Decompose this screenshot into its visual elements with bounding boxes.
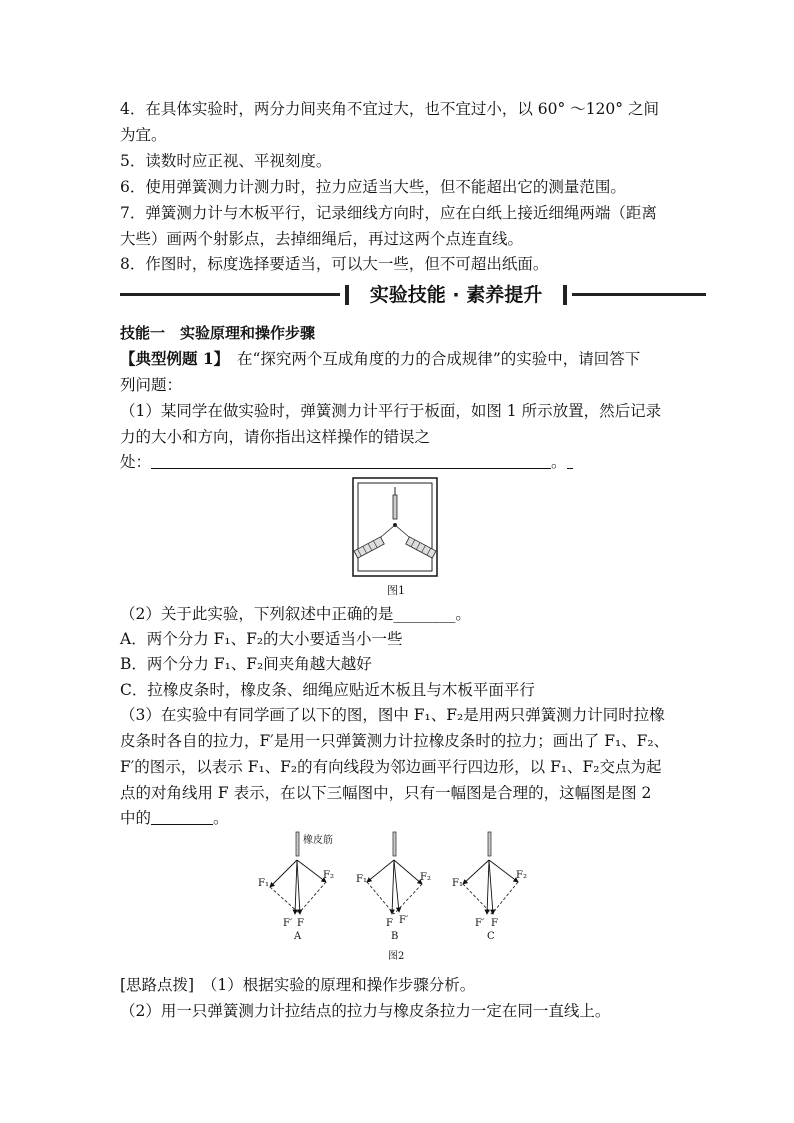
rubber-band-a bbox=[296, 832, 299, 856]
rubber-band-c bbox=[488, 832, 491, 856]
q1-line3-label: 处： bbox=[120, 453, 152, 471]
b-fprime-vector bbox=[394, 860, 399, 912]
a-f-label: F bbox=[297, 918, 304, 929]
q3-line4: 点的对角线用 F 表示，在以下三幅图中，只有一幅图是合理的，这幅图是图 2 bbox=[120, 784, 652, 802]
rubber-band bbox=[393, 495, 397, 519]
figure-1-caption: 图1 bbox=[387, 584, 405, 597]
c-letter: C bbox=[487, 931, 495, 942]
banner-bar-left bbox=[345, 285, 349, 305]
item-5: 5．读数时应正视、平视刻度。 bbox=[120, 152, 332, 170]
banner-rule-right bbox=[572, 293, 706, 296]
item-8: 8．作图时，标度选择要适当，可以大一些，但不可超出纸面。 bbox=[120, 255, 549, 273]
example-intro-line1 bbox=[120, 349, 640, 369]
q3-line5-end: 。 bbox=[213, 809, 229, 827]
hint-line1: [思路点拨] （1）根据实验的原理和操作步骤分析。 bbox=[120, 976, 476, 994]
figure-2-panel-c bbox=[452, 832, 527, 942]
section-banner-title: 实验技能 · 素养提升 bbox=[369, 284, 543, 306]
example-intro-text: 在“探究两个互成角度的力的合成规律”的实验中，请回答下 bbox=[221, 350, 641, 368]
figure-2 bbox=[250, 826, 540, 966]
figure-2-panel-b bbox=[356, 832, 431, 942]
example-intro-line2: 列问题： bbox=[120, 376, 183, 394]
banner-bar-right bbox=[563, 285, 567, 305]
b-dash-1 bbox=[367, 882, 394, 914]
q1-line3-end: 。 bbox=[551, 453, 567, 471]
b-f2-vector bbox=[394, 860, 422, 884]
c-f-vector bbox=[489, 860, 493, 914]
q2: （2）关于此实验，下列叙述中正确的是________。 bbox=[120, 605, 471, 623]
option-b: B．两个分力 F₁、F₂间夹角越大越好 bbox=[120, 655, 372, 673]
q3-line5 bbox=[120, 808, 229, 828]
b-f-label: F bbox=[386, 918, 393, 929]
c-dash-2 bbox=[492, 882, 518, 914]
banner-rule-left bbox=[120, 293, 340, 296]
c-f2-label: F₂ bbox=[516, 870, 527, 881]
q3-line5-label: 中的 bbox=[120, 809, 152, 827]
a-f1-vector bbox=[270, 860, 297, 887]
c-fprime-label: F′ bbox=[475, 918, 485, 929]
skill-title: 技能一 实验原理和操作步骤 bbox=[120, 324, 316, 342]
c-f1-vector bbox=[463, 860, 489, 884]
a-fprime-label: F′ bbox=[283, 918, 293, 929]
b-f-vector bbox=[392, 860, 394, 914]
c-fprime-vector bbox=[487, 860, 489, 914]
a-f2-label: F₂ bbox=[323, 870, 334, 881]
a-letter: A bbox=[294, 931, 302, 942]
figure-2-caption: 图2 bbox=[388, 951, 405, 962]
item-7-line1: 7．弹簧测力计与木板平行，记录细线方向时，应在白纸上接近细绳两端（距离 bbox=[120, 204, 657, 222]
rubber-band-b bbox=[393, 832, 396, 856]
q3-answer-blank bbox=[151, 810, 213, 825]
section-banner bbox=[345, 281, 567, 309]
option-a: A．两个分力 F₁、F₂的大小要适当小一些 bbox=[120, 630, 403, 648]
q3-line1: （3）在实验中有同学画了以下的图，图中 F₁、F₂是用两只弹簧测力计同时拉橡 bbox=[120, 706, 665, 724]
b-f1-vector bbox=[367, 860, 394, 882]
c-f2-vector bbox=[489, 860, 518, 882]
a-f2-vector bbox=[297, 860, 326, 882]
b-f2-label: F₂ bbox=[420, 872, 431, 883]
item-7-line2: 大些）画两个射影点，去掉细绳后，再过这两个点连直线。 bbox=[120, 230, 524, 248]
a-dash-1 bbox=[270, 887, 299, 913]
q1-line1: （1）某同学在做实验时，弹簧测力计平行于板面，如图 1 所示放置，然后记录 bbox=[120, 402, 662, 420]
item-4-line1: 4．在具体实验时，两分力间夹角不宜过大，也不宜过小，以 60° ～120° 之间 bbox=[120, 100, 659, 118]
a-f1-label: F₁ bbox=[258, 878, 269, 889]
option-c: C．拉橡皮条时，橡皮条、细绳应贴近木板且与木板平面平行 bbox=[120, 681, 535, 699]
q1-line3 bbox=[120, 452, 573, 472]
q1-answer-tail bbox=[567, 454, 573, 469]
a-f-vector bbox=[297, 860, 300, 914]
c-f1-label: F₁ bbox=[452, 878, 463, 889]
c-f-label: F bbox=[491, 918, 498, 929]
hint-line2: （2）用一只弹簧测力计拉结点的拉力与橡皮条拉力一定在同一直线上。 bbox=[120, 1002, 611, 1020]
b-letter: B bbox=[391, 931, 399, 942]
figure-2-panel-a bbox=[258, 832, 334, 942]
rubber-label: 橡皮筋 bbox=[303, 835, 333, 846]
q1-line2: 力的大小和方向，请你指出这样操作的错误之 bbox=[120, 428, 431, 446]
a-fprime-vector bbox=[295, 860, 297, 914]
spring-scale-right bbox=[406, 537, 436, 558]
q1-answer-blank bbox=[151, 454, 551, 469]
b-f1-label: F₁ bbox=[356, 874, 367, 885]
spring-scale-left bbox=[354, 537, 384, 558]
item-6: 6．使用弹簧测力计测力时，拉力应适当大些，但不能超出它的测量范围。 bbox=[120, 178, 626, 196]
a-dash-2 bbox=[299, 882, 326, 913]
item-4-line2: 为宜。 bbox=[120, 126, 167, 144]
example-tag: 【典型例题 1】 bbox=[120, 349, 222, 368]
q3-line3: F′的图示，以表示 F₁、F₂的有向线段为邻边画平行四边形，以 F₁、F₂交点为起 bbox=[120, 758, 662, 776]
b-fprime-label: F′ bbox=[399, 915, 409, 926]
q3-line2: 皮条时各自的拉力，F′是用一只弹簧测力计拉橡皮条时的拉力；画出了 F₁、F₂、 bbox=[120, 732, 670, 750]
